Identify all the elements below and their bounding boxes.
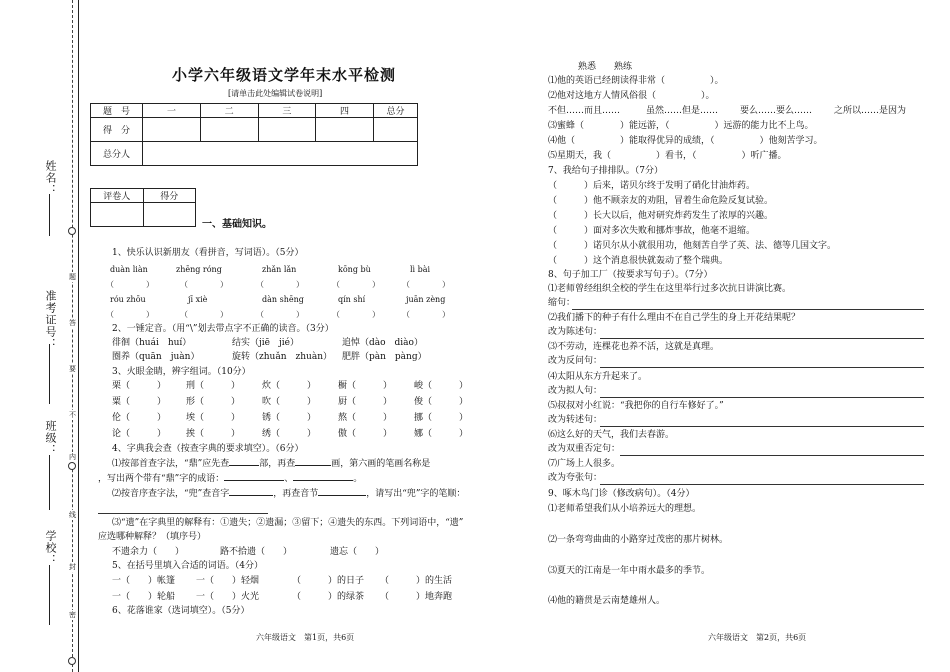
answer-line[interactable] — [600, 338, 924, 339]
grader-cell[interactable] — [143, 203, 196, 227]
q5-item[interactable]: （ ）的生活 — [380, 576, 453, 586]
q3-item[interactable]: 吹（ ） — [262, 397, 317, 407]
grader-label: 得分 — [143, 189, 196, 203]
q2-item[interactable]: 结实（jiē jié） — [232, 338, 299, 348]
q8-prompt: 改为拟人句： — [548, 386, 603, 396]
conjunction: 要么……要么…… — [740, 106, 813, 116]
q3-item[interactable]: 刑（ ） — [186, 381, 241, 391]
q2-item[interactable]: 圈养（quān juàn） — [112, 352, 200, 362]
q3-item[interactable]: 栗（ ） — [112, 381, 167, 391]
answer-line[interactable] — [620, 455, 924, 456]
q4-item[interactable]: 遗忘（ ） — [330, 547, 385, 557]
q4-line: ⑵按音序查字法，“兜”查音字 ，再查音节 ，请写出“兜”字的笔顺： — [112, 489, 466, 499]
question-1: 1、快乐认识新朋友（看拼音，写词语）。（5分） — [112, 248, 304, 258]
score-header: 四 — [316, 104, 374, 118]
q9-item[interactable]: ⑷他的籍贯是云南楚雄州人。 — [548, 596, 666, 606]
q8-sentence: ⑹这么好的天气，我们去春游。 — [548, 430, 675, 440]
q3-item[interactable]: 俊（ ） — [414, 397, 469, 407]
seal-char: 线 — [69, 511, 76, 519]
q3-item[interactable]: 绣（ ） — [262, 429, 317, 439]
class-field[interactable] — [49, 455, 50, 510]
q9-item[interactable]: ⑶夏天的江南是一年中雨水最多的季节。 — [548, 566, 711, 576]
q5-item[interactable]: 一（ ）帐篷 — [112, 576, 176, 586]
seal-char: 要 — [69, 365, 76, 373]
q8-prompt: 改为双重否定句： — [548, 444, 621, 454]
question-5: 5、在括号里填入合适的词语。（4分） — [112, 561, 263, 571]
page-footer: 六年级语文 第2页，共6页 — [708, 633, 807, 642]
q3-item[interactable]: 粟（ ） — [112, 397, 167, 407]
answer-blank[interactable]: （ ） — [256, 280, 304, 289]
question-3: 3、火眼金睛，辨字组词。（10分） — [112, 367, 251, 377]
conjunction: 之所以……是因为 — [834, 106, 907, 116]
q8-sentence: ⑸叔叔对小红说：“我把你的自行车修好了。” — [548, 401, 724, 411]
pinyin: qín shí — [338, 295, 366, 304]
grader-label: 评卷人 — [91, 189, 144, 203]
seal-char: 题 — [69, 273, 76, 281]
score-row-label: 得 分 — [91, 118, 143, 142]
seal-char: 答 — [69, 319, 76, 327]
answer-blank[interactable]: （ ） — [402, 310, 450, 319]
q3-item[interactable]: 伦（ ） — [112, 413, 167, 423]
class-label: 班级： — [44, 420, 57, 456]
pinyin: dàn shēng — [262, 295, 304, 304]
answer-line[interactable] — [600, 397, 924, 398]
word-choices: 熟悉 熟练 — [578, 62, 633, 72]
blank-line[interactable] — [318, 495, 366, 496]
answer-blank[interactable]: （ ） — [256, 310, 304, 319]
seal-char: 封 — [69, 563, 76, 571]
grader-table — [90, 188, 196, 227]
q8-prompt: 改为反问句： — [548, 356, 603, 366]
exam-no-label: 准考证号： — [44, 290, 57, 350]
exam-no-field[interactable] — [49, 344, 50, 404]
pinyin: kōng bù — [338, 265, 371, 274]
score-cell[interactable] — [373, 118, 417, 142]
blank-line[interactable] — [98, 513, 268, 514]
blank-line[interactable] — [229, 465, 259, 466]
q7-item[interactable]: （ ）长大以后，他对研究炸药发生了浓厚的兴趣。 — [548, 211, 774, 221]
answer-line[interactable] — [600, 367, 924, 368]
seal-char: 内 — [69, 453, 76, 461]
q8-prompt: 改为陈述句： — [548, 327, 603, 337]
q3-item[interactable]: 埃（ ） — [186, 413, 241, 423]
q5-item[interactable]: （ ）的日子 — [292, 576, 365, 586]
q8-prompt: 缩句： — [548, 298, 576, 308]
q3-item[interactable]: 傲（ ） — [338, 429, 393, 439]
blank-line[interactable] — [224, 480, 284, 481]
q8-sentence: ⑷太阳从东方升起来了。 — [548, 372, 648, 382]
q4-item[interactable]: 路不拾遗（ ） — [220, 547, 293, 557]
q3-item[interactable]: 橱（ ） — [338, 381, 393, 391]
seal-char: 不 — [69, 411, 76, 419]
answer-blank[interactable]: （ ） — [402, 280, 450, 289]
q8-sentence: ⑴老师曾经组织全校的学生在这里举行过多次抗日讲演比赛。 — [548, 284, 792, 294]
answer-blank[interactable]: （ ） — [106, 280, 154, 289]
score-cell[interactable] — [316, 118, 374, 142]
q8-prompt: 改为夸张句： — [548, 473, 603, 483]
q5-item[interactable]: 一（ ）轮船 — [112, 592, 176, 602]
q9-item[interactable]: ⑵一条弯弯曲曲的小路穿过茂密的那片树林。 — [548, 535, 729, 545]
q2-item[interactable]: 肥胖（pàn pàng） — [342, 352, 427, 362]
question-2: 2、一锤定音。（用“\”划去带点字不正确的读音。（3分） — [112, 324, 334, 334]
exam-subtitle[interactable]: [请单击此处编辑试卷说明] — [228, 89, 323, 98]
answer-line[interactable] — [572, 309, 924, 310]
pinyin: duàn liàn — [110, 265, 148, 274]
q2-item[interactable]: 徘徊（huái huí） — [112, 338, 192, 348]
r-item[interactable]: ⑵他对这地方人情风俗很（ ）。 — [548, 91, 715, 101]
q7-item[interactable]: （ ）这个消息很快就轰动了整个瑞典。 — [548, 256, 729, 266]
question-4: 4、字典我会查（按查字典的要求填空）。（6分） — [112, 444, 304, 454]
margin-line — [78, 0, 79, 672]
binding-hole-icon — [68, 462, 76, 470]
answer-blank[interactable]: （ ） — [106, 310, 154, 319]
r-item[interactable]: ⑶蜜蜂（ ）能远游，（ ）远游的能力比不上鸟。 — [548, 121, 814, 131]
q8-sentence: ⑶不劳动，连棵花也养不活，这就是真理。 — [548, 342, 720, 352]
question-9: 9、啄木鸟门诊（修改病句）。（4分） — [548, 489, 695, 499]
q8-sentence: ⑺广场上人很多。 — [548, 459, 621, 469]
score-header: 二 — [200, 104, 258, 118]
answer-blank[interactable]: （ ） — [332, 310, 380, 319]
q3-item[interactable]: 形（ ） — [186, 397, 241, 407]
school-label: 学校： — [44, 530, 57, 566]
pinyin: zhǎn lǎn — [262, 265, 297, 274]
q5-item[interactable]: 一（ ）火光 — [196, 592, 260, 602]
q5-item[interactable]: （ ）地奔跑 — [380, 592, 453, 602]
conjunction: 虽然……但是…… — [646, 106, 719, 116]
binding-hole-icon — [68, 657, 76, 665]
q4-item[interactable]: 不遗余力（ ） — [112, 547, 185, 557]
question-7: 7、我给句子排排队。（7分） — [548, 166, 663, 176]
q2-item[interactable]: 旋转（zhuǎn zhuàn） — [232, 352, 332, 362]
q8-sentence: ⑵我们播下的种子有什么理由不在自己学生的身上开花结果呢？ — [548, 313, 801, 323]
answer-blank[interactable]: （ ） — [332, 280, 380, 289]
answer-line[interactable] — [600, 426, 924, 427]
pinyin: juān zèng — [406, 295, 446, 304]
score-cell[interactable] — [200, 118, 258, 142]
r-item[interactable]: ⑸星期天，我（ ）看书，（ ）听广播。 — [548, 151, 787, 161]
pinyin: lì bài — [410, 265, 431, 274]
q2-item[interactable]: 追悼（dào diào） — [342, 338, 423, 348]
q7-item[interactable]: （ ）他不顾亲友的劝阻，冒着生命危险反复试验。 — [548, 196, 774, 206]
pinyin: zhēng róng — [176, 265, 222, 274]
q3-item[interactable]: 挪（ ） — [414, 413, 469, 423]
q7-item[interactable]: （ ）诺贝尔从小就很用功，他刻苦自学了英、法、德等几国文字。 — [548, 241, 837, 251]
score-header: 一 — [143, 104, 201, 118]
name-field[interactable] — [49, 194, 50, 236]
score-row-label: 总分人 — [91, 142, 143, 166]
q4-line: ⑶“遗”在字典里的解释有：①遗失；②遗漏；③留下；④遗失的东西。下列词语中，“遗” — [112, 518, 464, 528]
seal-char: 密 — [69, 611, 76, 619]
answer-blank[interactable]: （ ） — [180, 280, 228, 289]
score-cell[interactable] — [143, 118, 201, 142]
question-6: 6、花落谁家（选词填空）。（5分） — [112, 606, 250, 616]
q5-item[interactable]: （ ）的绿茶 — [292, 592, 365, 602]
blank-line[interactable] — [293, 480, 353, 481]
score-cell[interactable] — [258, 118, 316, 142]
question-8: 8、句子加工厂（按要求写句子）。（7分） — [548, 270, 713, 280]
school-field[interactable] — [49, 565, 50, 625]
q3-item[interactable]: 峻（ ） — [414, 381, 469, 391]
q3-item[interactable]: 挨（ ） — [186, 429, 241, 439]
q4-line: 应选哪种解释？（填序号） — [98, 532, 207, 542]
exam-title: 小学六年级语文学年末水平检测 — [172, 66, 397, 84]
section-heading: 一、基础知识。 — [202, 219, 272, 230]
pinyin: jī xiè — [188, 295, 208, 304]
q8-prompt: 改为转述句： — [548, 415, 603, 425]
name-label: 姓名： — [44, 160, 57, 196]
q3-item[interactable]: 熬（ ） — [338, 413, 393, 423]
q3-item[interactable]: 厨（ ） — [338, 397, 393, 407]
q3-item[interactable]: 炊（ ） — [262, 381, 317, 391]
q9-item[interactable]: ⑴老师希望我们从小培养远大的理想。 — [548, 504, 702, 514]
score-header: 题 号 — [91, 104, 143, 118]
score-header: 三 — [258, 104, 316, 118]
blank-line[interactable] — [229, 495, 273, 496]
q4-line: ，写出两个带有“鼎”字的成语： 、 。 — [98, 474, 363, 484]
grader-cell[interactable] — [91, 203, 144, 227]
q7-item[interactable]: （ ）后来，诺贝尔终于发明了硝化甘油炸药。 — [548, 181, 756, 191]
blank-line[interactable] — [295, 465, 331, 466]
pinyin: róu zhōu — [110, 295, 146, 304]
answer-blank[interactable]: （ ） — [180, 310, 228, 319]
q3-item[interactable]: 锈（ ） — [262, 413, 317, 423]
q3-item[interactable]: 娜（ ） — [414, 429, 469, 439]
q4-line: ⑴按部首查字法，“鼎”应先查 部，再查 画，第六画的笔画名称是 — [112, 459, 431, 469]
q3-item[interactable]: 论（ ） — [112, 429, 167, 439]
r-item[interactable]: ⑴他的英语已经朗读得非常（ ）。 — [548, 76, 724, 86]
conjunction: 不但……而且…… — [548, 106, 621, 116]
answer-line[interactable] — [600, 484, 924, 485]
q5-item[interactable]: 一（ ）轻烟 — [196, 576, 260, 586]
r-item[interactable]: ⑷他（ ）能取得优异的成绩，（ ）他刻苦学习。 — [548, 136, 823, 146]
q7-item[interactable]: （ ）面对多次失败和挪炸事故，他毫不退缩。 — [548, 226, 756, 236]
score-header: 总分 — [373, 104, 417, 118]
score-cell[interactable] — [143, 142, 418, 166]
score-table — [90, 103, 418, 166]
binding-hole-icon — [68, 227, 76, 235]
page-footer: 六年级语文 第1页，共6页 — [256, 633, 355, 642]
